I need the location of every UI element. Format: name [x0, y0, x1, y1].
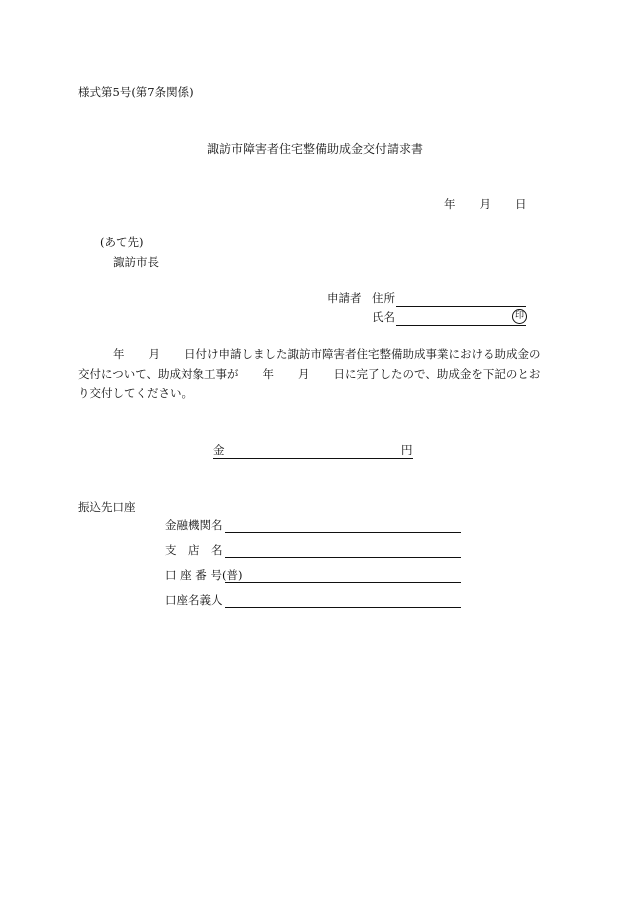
- applicant-name-label: 氏名: [372, 310, 395, 324]
- institution-label: 金融機関名: [165, 518, 223, 532]
- document-title: 諏訪市障害者住宅整備助成金交付請求書: [207, 142, 424, 156]
- addressee-name: 諏訪市長: [113, 255, 159, 269]
- account-holder-field[interactable]: [225, 607, 461, 608]
- applicant-label: 申請者: [327, 291, 362, 305]
- branch-field[interactable]: [225, 557, 461, 558]
- amount-prefix: 金: [213, 443, 225, 457]
- account-holder-label: 口座名義人: [165, 593, 223, 607]
- account-number-label: 口 座 番 号(普): [165, 568, 243, 582]
- date-line: [444, 199, 527, 211]
- body-line-3: り交付してください。: [78, 386, 193, 400]
- body-line-1: 年 月 日付け申請しました諏訪市障害者住宅整備助成事業における助成金の: [113, 347, 541, 361]
- institution-field[interactable]: [225, 532, 461, 533]
- account-number-field[interactable]: [225, 582, 461, 583]
- applicant-address-label: 住所: [372, 291, 395, 305]
- applicant-address-field[interactable]: [396, 306, 526, 307]
- seal-icon: 印: [512, 309, 527, 324]
- amount-field[interactable]: [213, 458, 413, 459]
- date-year: 年: [444, 197, 456, 211]
- form-number: 様式第5号(第7条関係): [78, 85, 194, 99]
- applicant-name-field[interactable]: [396, 325, 526, 326]
- bank-heading: 振込先口座: [78, 500, 136, 514]
- amount-suffix: 円: [401, 443, 413, 457]
- date-month: 月: [479, 197, 491, 211]
- branch-label: 支 店 名: [165, 543, 223, 557]
- date-day: 日: [515, 197, 527, 211]
- addressee-label: (あて先): [100, 235, 144, 249]
- body-line-2: 交付について、助成対象工事が 年 月 日に完了したので、助成金を下記のとお: [78, 367, 541, 381]
